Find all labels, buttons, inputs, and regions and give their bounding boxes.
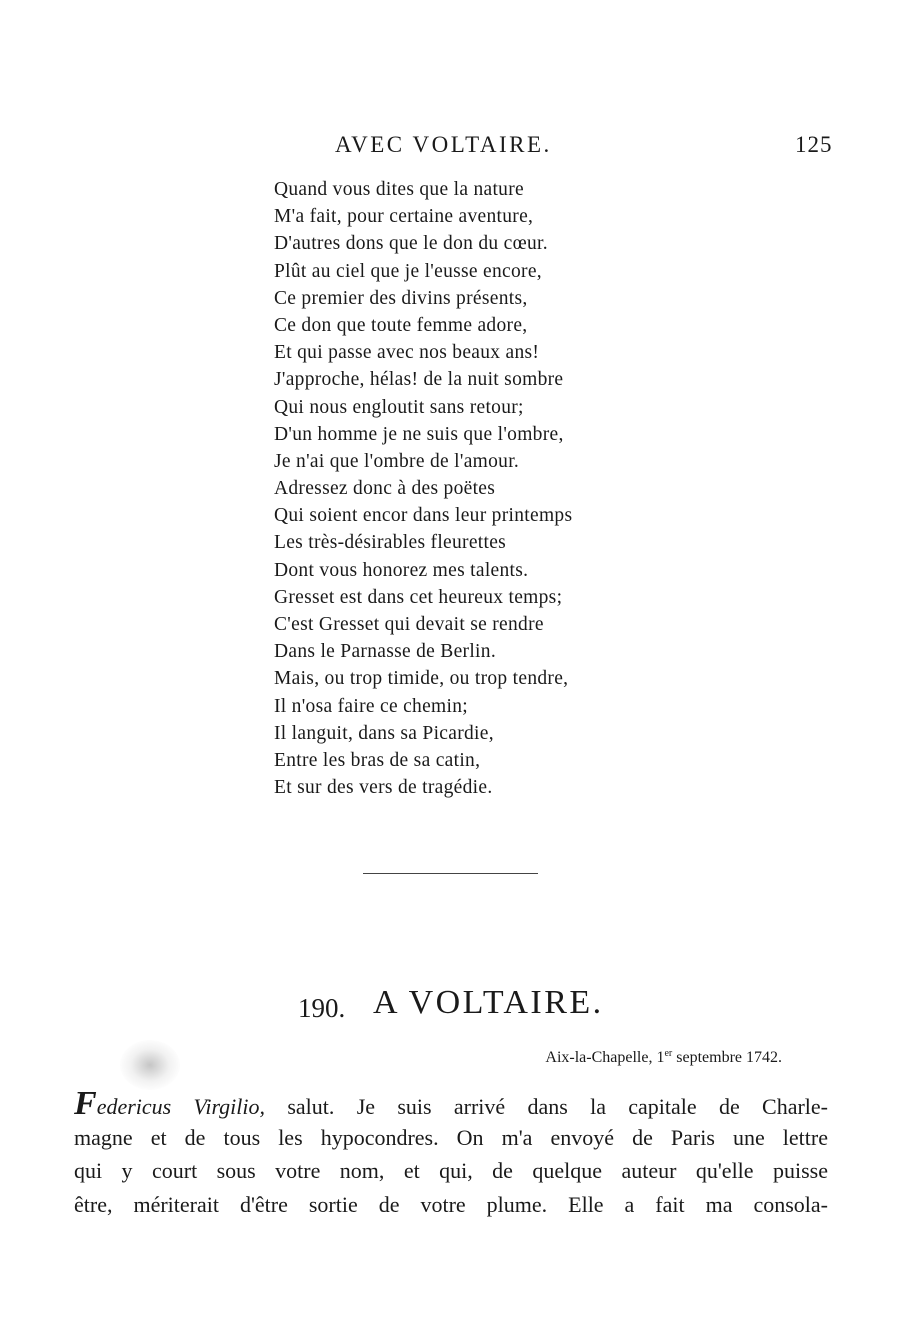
poem-line: C'est Gresset qui devait se rendre bbox=[274, 614, 544, 635]
poem-line: Adressez donc à des poëtes bbox=[274, 478, 496, 500]
poem-line: Plût au ciel que je l'eusse encore, bbox=[274, 260, 542, 282]
poem-line: Les très-désirables fleurettes bbox=[274, 532, 507, 554]
poem-line: Et qui passe avec nos beaux ans! bbox=[274, 342, 540, 364]
section-divider bbox=[363, 873, 538, 874]
running-title: AVEC VOLTAIRE. bbox=[335, 132, 552, 157]
poem-line: D'un homme je ne suis que l'ombre, bbox=[274, 423, 564, 445]
page-number: 125 bbox=[795, 132, 833, 157]
poem-line: D'autres dons que le don du cœur. bbox=[274, 233, 548, 255]
poem-line: M'a fait, pour certaine aventure, bbox=[274, 206, 534, 228]
dateline-place: Aix-la-Chapelle, 1 bbox=[545, 1049, 665, 1066]
body-line: magne et de tous les hypocondres. On m'a envoyé de Paris une lettre bbox=[74, 1124, 828, 1150]
body-line: qui y court sous votre nom, et qui, de quelque auteur qu'elle puisse bbox=[74, 1158, 828, 1183]
letter-title: A VOLTAIRE. bbox=[373, 984, 604, 1021]
letter-number: 190. bbox=[298, 993, 346, 1023]
body-line-rest: salut. Je suis arrivé dans la capitale de Charle- bbox=[265, 1094, 828, 1119]
dateline-superscript: er bbox=[664, 1048, 673, 1059]
body-line: être, mériterait d'être sortie de votre plume. Elle a fait ma consola- bbox=[74, 1191, 828, 1217]
running-head bbox=[0, 130, 900, 160]
poem-line: Mais, ou trop timide, ou trop tendre, bbox=[274, 668, 569, 690]
dateline bbox=[545, 1042, 782, 1070]
letter-body bbox=[74, 1087, 828, 1221]
body-line bbox=[74, 1087, 828, 1121]
poem-line: Dans le Parnasse de Berlin. bbox=[274, 641, 496, 663]
poem-line: Dont vous honorez mes talents. bbox=[274, 559, 529, 581]
poem-line: Qui soient encor dans leur printemps bbox=[274, 505, 573, 527]
poem-line: Il languit, dans sa Picardie, bbox=[274, 722, 494, 744]
poem-line: Et sur des vers de tragédie. bbox=[274, 777, 493, 799]
poem-line: Ce don que toute femme adore, bbox=[274, 314, 528, 336]
poem-line: Qui nous engloutit sans retour; bbox=[274, 396, 524, 418]
salutation: edericus Virgilio, bbox=[96, 1094, 266, 1119]
poem-line: Il n'osa faire ce chemin; bbox=[274, 695, 469, 717]
dateline-date: septembre 1742. bbox=[672, 1049, 782, 1066]
poem-line: J'approche, hélas! de la nuit sombre bbox=[274, 369, 564, 391]
poem-line: Gresset est dans cet heureux temps; bbox=[274, 586, 563, 608]
ink-smudge bbox=[120, 1040, 180, 1090]
poem-line: Ce premier des divins présents, bbox=[274, 287, 528, 309]
poem-line: Quand vous dites que la nature bbox=[274, 179, 524, 200]
poem-line: Je n'ai que l'ombre de l'amour. bbox=[274, 450, 520, 472]
drop-initial: F bbox=[74, 1085, 97, 1122]
poem bbox=[274, 176, 572, 801]
poem-line: Entre les bras de sa catin, bbox=[274, 749, 481, 771]
